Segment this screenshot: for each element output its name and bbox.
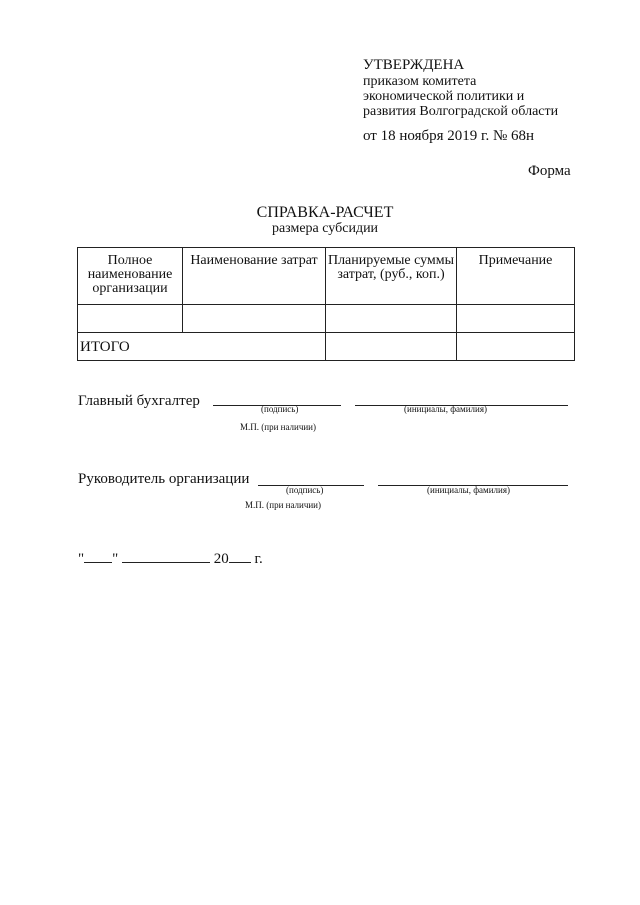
accountant-stamp: М.П. (при наличии): [240, 422, 316, 432]
month-blank[interactable]: [122, 550, 210, 563]
date-open-quote: ": [78, 551, 85, 567]
cell-note[interactable]: [457, 305, 575, 333]
day-blank[interactable]: [84, 550, 112, 563]
document-title: СПРАВКА-РАСЧЕТ: [256, 204, 394, 221]
total-label: ИТОГО: [78, 333, 326, 361]
table-total-row: [78, 333, 575, 361]
year-prefix: 20: [213, 551, 229, 567]
approval-line-3: развития Волгоградской области: [363, 104, 559, 119]
header-cost-name: Наименование затрат: [183, 248, 326, 305]
director-sign-hint: (подпись): [286, 485, 324, 495]
date-line: [78, 550, 263, 568]
approval-line-1: приказом комитета: [363, 74, 477, 89]
accountant-sign-hint: (подпись): [261, 404, 299, 414]
document-title-block: [200, 204, 450, 236]
cell-organization[interactable]: [78, 305, 183, 333]
year-suffix: г.: [254, 551, 263, 567]
approval-title: УТВЕРЖДЕНА: [363, 57, 465, 73]
header-organization: Полное наименование организации: [78, 248, 183, 305]
calculation-table: [77, 247, 575, 361]
cell-total-note[interactable]: [457, 333, 575, 361]
date-close-quote: ": [112, 551, 119, 567]
header-note: Примечание: [457, 248, 575, 305]
table-row: [78, 305, 575, 333]
director-name-hint: (инициалы, фамилия): [427, 485, 510, 495]
approval-date: от 18 ноября 2019 г. № 68н: [363, 128, 535, 144]
header-planned-sum: Планируемые суммы затрат, (руб., коп.): [326, 248, 457, 305]
accountant-name-hint: (инициалы, фамилия): [404, 404, 487, 414]
cell-planned-sum[interactable]: [326, 305, 457, 333]
form-label: Форма: [528, 163, 571, 179]
approval-block: [363, 58, 603, 144]
accountant-label: Главный бухгалтер: [78, 393, 200, 409]
director-label: Руководитель организации: [78, 471, 250, 487]
approval-line-2: экономической политики и: [363, 89, 525, 104]
cell-total-sum[interactable]: [326, 333, 457, 361]
table-header-row: [78, 248, 575, 305]
year-blank[interactable]: [229, 550, 251, 563]
cell-cost-name[interactable]: [183, 305, 326, 333]
director-stamp: М.П. (при наличии): [245, 500, 321, 510]
document-subtitle: размера субсидии: [271, 221, 379, 236]
